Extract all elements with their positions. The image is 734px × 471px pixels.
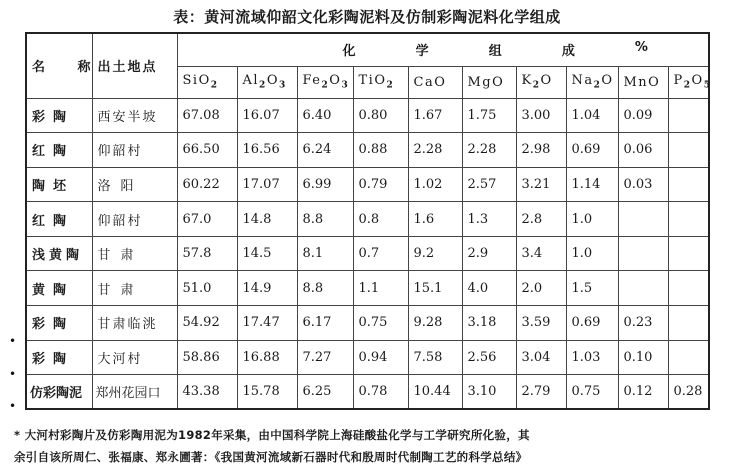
value-cell: 0.09: [618, 98, 668, 133]
value-cell: [668, 133, 709, 168]
value-cell: 14.8: [237, 202, 297, 237]
value-cell: 1.3: [462, 202, 516, 237]
table-row: [26, 133, 709, 168]
value-cell: 7.27: [297, 340, 353, 375]
group-char: %: [634, 40, 648, 56]
oxide-header: MgO: [462, 66, 516, 98]
value-cell: 1.5: [566, 271, 618, 306]
oxide-header: SiO$_2$: [177, 66, 237, 98]
table-row: [26, 375, 709, 410]
value-cell: 67.08: [177, 98, 237, 133]
value-cell: 1.0: [566, 202, 618, 237]
value-cell: [668, 202, 709, 237]
value-cell: 51.0: [177, 271, 237, 306]
value-cell: [668, 271, 709, 306]
table-row: [26, 98, 709, 133]
value-cell: 2.98: [516, 133, 566, 168]
value-cell: [668, 236, 709, 271]
value-cell: 9.28: [408, 306, 462, 341]
value-cell: 2.79: [516, 375, 566, 410]
value-cell: 8.8: [297, 271, 353, 306]
site-name: 郑州花园口: [92, 375, 177, 410]
value-cell: 66.50: [177, 133, 237, 168]
table-row: [26, 167, 709, 202]
group-char: 学: [415, 44, 429, 60]
margin-bullet: •: [9, 367, 17, 381]
oxide-header: $P_2O_5$: [668, 66, 709, 98]
value-cell: 7.58: [408, 340, 462, 375]
value-cell: 16.56: [237, 133, 297, 168]
value-cell: 3.00: [516, 98, 566, 133]
value-cell: 0.88: [353, 133, 408, 168]
value-cell: 0.75: [566, 375, 618, 410]
value-cell: 3.10: [462, 375, 516, 410]
table-row: [26, 271, 709, 306]
value-cell: 1.67: [408, 98, 462, 133]
value-cell: 8.1: [297, 236, 353, 271]
value-cell: 0.12: [618, 375, 668, 410]
header-site: 出土地点: [92, 33, 177, 98]
sample-name: 浅黄陶: [26, 236, 92, 271]
table-title: 表：黄河流域仰韶文化彩陶泥料及仿制彩陶泥料化学组成: [173, 8, 561, 26]
value-cell: 8.8: [297, 202, 353, 237]
site-name: 仰韶村: [92, 133, 177, 168]
value-cell: 6.17: [297, 306, 353, 341]
sample-name: 红陶: [26, 133, 92, 168]
value-cell: 0.80: [353, 98, 408, 133]
group-char: 成: [561, 44, 575, 60]
site-name: 甘肃临洮: [92, 306, 177, 341]
value-cell: 17.07: [237, 167, 297, 202]
value-cell: 16.07: [237, 98, 297, 133]
value-cell: 1.03: [566, 340, 618, 375]
oxide-header: $Al_2O_3$: [237, 66, 297, 98]
value-cell: 2.28: [408, 133, 462, 168]
value-cell: 0.23: [618, 306, 668, 341]
value-cell: 60.22: [177, 167, 237, 202]
value-cell: 43.38: [177, 375, 237, 410]
value-cell: 2.57: [462, 167, 516, 202]
table-row: [26, 306, 709, 341]
value-cell: 3.4: [516, 236, 566, 271]
oxide-header: TiO$_2$: [353, 66, 408, 98]
site-name: 仰韶村: [92, 202, 177, 237]
value-cell: 6.40: [297, 98, 353, 133]
value-cell: 0.79: [353, 167, 408, 202]
value-cell: [668, 306, 709, 341]
value-cell: 0.69: [566, 306, 618, 341]
value-cell: 14.5: [237, 236, 297, 271]
sample-name: 彩陶: [26, 98, 92, 133]
value-cell: 14.9: [237, 271, 297, 306]
value-cell: 1.04: [566, 98, 618, 133]
value-cell: 6.24: [297, 133, 353, 168]
value-cell: 6.25: [297, 375, 353, 410]
value-cell: 0.10: [618, 340, 668, 375]
sample-name: 红陶: [26, 202, 92, 237]
value-cell: 3.21: [516, 167, 566, 202]
sample-name: 陶坯: [26, 167, 92, 202]
value-cell: 1.0: [566, 236, 618, 271]
value-cell: 3.18: [462, 306, 516, 341]
header-name: 名 称: [26, 33, 92, 98]
sample-name: 仿彩陶泥: [26, 375, 92, 410]
value-cell: [668, 167, 709, 202]
value-cell: 2.56: [462, 340, 516, 375]
value-cell: [618, 202, 668, 237]
value-cell: 1.6: [408, 202, 462, 237]
oxide-header: MnO: [618, 66, 668, 98]
value-cell: 54.92: [177, 306, 237, 341]
value-cell: 1.14: [566, 167, 618, 202]
value-cell: 0.7: [353, 236, 408, 271]
value-cell: 1.75: [462, 98, 516, 133]
oxide-header: $Na_2O$: [566, 66, 618, 98]
value-cell: 0.28: [668, 375, 709, 410]
value-cell: 0.06: [618, 133, 668, 168]
value-cell: 0.75: [353, 306, 408, 341]
sample-name: 黄陶: [26, 271, 92, 306]
value-cell: [618, 236, 668, 271]
value-cell: 67.0: [177, 202, 237, 237]
margin-bullet: •: [9, 399, 17, 413]
footnote-line-2: 余引自该所周仁、张福康、郑永圃著：《我国黄河流域新石器时代和殷周时代制陶工艺的科学总结》: [14, 450, 528, 464]
table-row: [26, 202, 709, 237]
site-name: 大河村: [92, 340, 177, 375]
value-cell: 15.1: [408, 271, 462, 306]
sample-name: 彩陶: [26, 340, 92, 375]
site-name: 洛阳: [92, 167, 177, 202]
value-cell: 2.8: [516, 202, 566, 237]
value-cell: 1.1: [353, 271, 408, 306]
header-chemical-composition: [177, 33, 709, 66]
value-cell: [668, 98, 709, 133]
value-cell: 3.04: [516, 340, 566, 375]
value-cell: 17.47: [237, 306, 297, 341]
value-cell: 0.78: [353, 375, 408, 410]
table-row: [26, 340, 709, 375]
value-cell: 16.88: [237, 340, 297, 375]
table-row: [26, 236, 709, 271]
oxide-header: $Fe_2O_3$: [297, 66, 353, 98]
value-cell: 0.94: [353, 340, 408, 375]
value-cell: 57.8: [177, 236, 237, 271]
footnote-line-1: * 大河村彩陶片及仿彩陶用泥为1982年采集，由中国科学院上海硅酸盐化学与工学研究所化验，其: [14, 428, 530, 442]
value-cell: 15.78: [237, 375, 297, 410]
value-cell: 0.03: [618, 167, 668, 202]
value-cell: 2.0: [516, 271, 566, 306]
header-row-1: [26, 33, 709, 66]
value-cell: 4.0: [462, 271, 516, 306]
value-cell: 6.99: [297, 167, 353, 202]
group-char: 化: [342, 44, 356, 60]
value-cell: 3.59: [516, 306, 566, 341]
oxide-header: CaO: [408, 66, 462, 98]
footnote: [14, 424, 730, 468]
value-cell: 10.44: [408, 375, 462, 410]
value-cell: [618, 271, 668, 306]
value-cell: 9.2: [408, 236, 462, 271]
value-cell: 58.86: [177, 340, 237, 375]
value-cell: 2.9: [462, 236, 516, 271]
value-cell: 2.28: [462, 133, 516, 168]
site-name: 甘肃: [92, 271, 177, 306]
margin-bullet: •: [9, 334, 17, 348]
sample-name: 彩陶: [26, 306, 92, 341]
composition-table: [25, 32, 710, 410]
value-cell: 0.8: [353, 202, 408, 237]
value-cell: 0.69: [566, 133, 618, 168]
site-name: 甘肃: [92, 236, 177, 271]
site-name: 西安半坡: [92, 98, 177, 133]
oxide-header: $K_2O$: [516, 66, 566, 98]
group-char: 组: [488, 44, 502, 60]
value-cell: [668, 340, 709, 375]
value-cell: 1.02: [408, 167, 462, 202]
